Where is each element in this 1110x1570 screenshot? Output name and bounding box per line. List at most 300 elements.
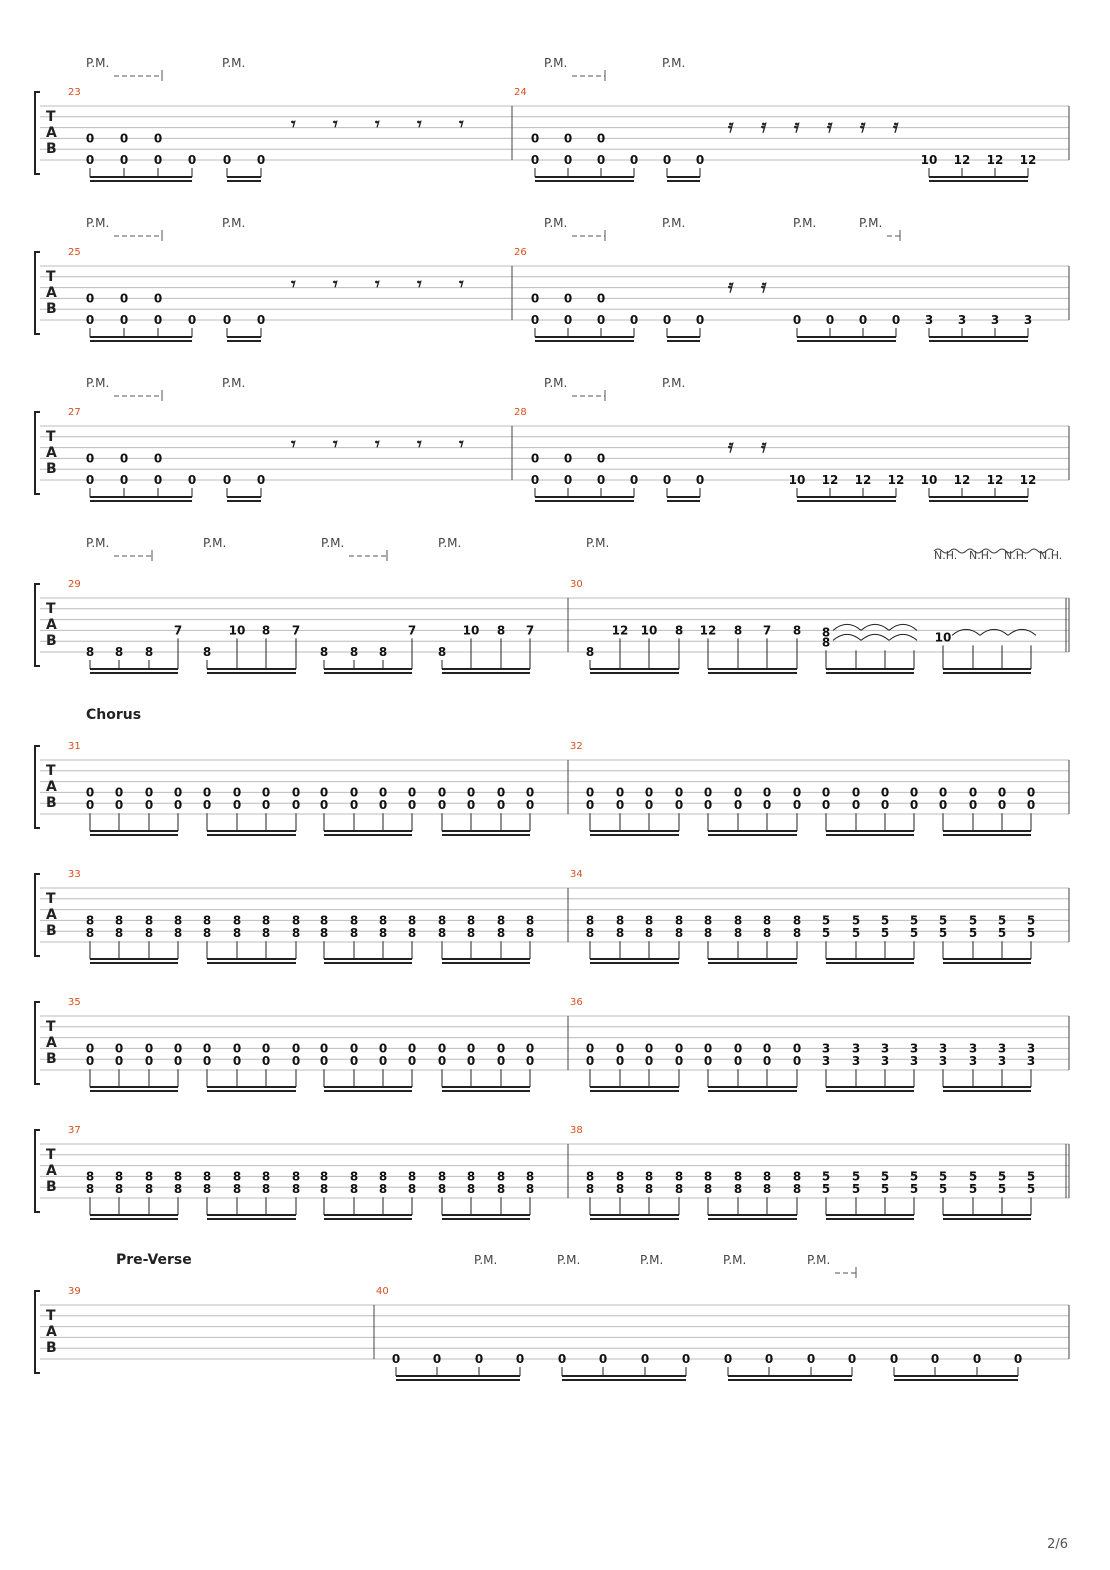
fret-number: 0 xyxy=(319,1041,329,1056)
fret-number: 0 xyxy=(792,785,802,800)
fret-number: 0 xyxy=(153,473,163,487)
fret-number: 0 xyxy=(762,798,772,813)
fret-number: 0 xyxy=(407,798,417,813)
fret-number: 5 xyxy=(997,926,1007,941)
fret-number: 0 xyxy=(466,798,476,813)
fret-number: 8 xyxy=(144,913,154,928)
fret-number: 0 xyxy=(629,473,639,487)
fret-number: 8 xyxy=(319,913,329,928)
fret-number: 12 xyxy=(953,473,971,487)
eighth-rest: 𝄾 xyxy=(375,274,380,295)
fret-number: 0 xyxy=(144,785,154,800)
bar-number: 29 xyxy=(68,579,81,590)
natural-harmonic-label: N.H. xyxy=(1004,549,1028,562)
tab-clef-letter: B xyxy=(46,1179,57,1195)
fret-number: 8 xyxy=(525,1182,535,1197)
fret-number: 0 xyxy=(496,1041,506,1056)
tie-arc xyxy=(861,634,889,640)
fret-number: 8 xyxy=(585,645,595,659)
natural-harmonic-label: N.H. xyxy=(934,549,958,562)
fret-number: 5 xyxy=(1026,926,1036,941)
palm-mute-label: P.M. xyxy=(203,536,227,550)
fret-number: 3 xyxy=(997,1054,1007,1069)
fret-number: 8 xyxy=(466,1169,476,1184)
fret-number: 0 xyxy=(997,798,1007,813)
fret-number: 8 xyxy=(232,913,242,928)
fret-number: 0 xyxy=(847,1352,857,1366)
fret-number: 8 xyxy=(644,926,654,941)
fret-number: 5 xyxy=(997,1182,1007,1197)
tab-clef-letter: B xyxy=(46,141,57,157)
fret-number: 0 xyxy=(378,798,388,813)
tab-clef-letter: T xyxy=(46,109,56,125)
fret-number: 12 xyxy=(1019,153,1037,167)
fret-number: 0 xyxy=(291,1041,301,1056)
fret-number: 8 xyxy=(291,926,301,941)
fret-number: 8 xyxy=(407,913,417,928)
fret-number: 0 xyxy=(629,313,639,327)
fret-number: 8 xyxy=(232,926,242,941)
bar-number: 32 xyxy=(570,741,583,752)
fret-number: 0 xyxy=(563,451,573,466)
fret-number: 0 xyxy=(85,1054,95,1069)
fret-number: 0 xyxy=(674,785,684,800)
fret-number: 8 xyxy=(437,913,447,928)
fret-number: 0 xyxy=(119,153,129,167)
bar-number: 33 xyxy=(68,869,81,880)
fret-number: 0 xyxy=(407,1041,417,1056)
tie-arc xyxy=(833,624,861,630)
fret-number: 8 xyxy=(173,1182,183,1197)
fret-number: 8 xyxy=(644,1182,654,1197)
fret-number: 0 xyxy=(968,798,978,813)
fret-number: 0 xyxy=(144,1054,154,1069)
fret-number: 0 xyxy=(153,153,163,167)
fret-number: 10 xyxy=(640,623,658,638)
fret-number: 0 xyxy=(825,313,835,327)
fret-number: 8 xyxy=(437,645,447,659)
bar-number: 24 xyxy=(514,87,527,98)
eighth-rest: 𝄾 xyxy=(333,114,338,135)
fret-number: 0 xyxy=(261,785,271,800)
eighth-rest: 𝄾 xyxy=(375,434,380,455)
system-bracket xyxy=(35,746,40,828)
section-label: Pre-Verse xyxy=(116,1252,192,1268)
fret-number: 8 xyxy=(378,645,388,659)
fret-number: 0 xyxy=(153,313,163,327)
fret-number: 5 xyxy=(1026,1169,1036,1184)
fret-number: 0 xyxy=(938,785,948,800)
fret-number: 0 xyxy=(640,1352,650,1366)
fret-number: 8 xyxy=(261,1169,271,1184)
palm-mute-label: P.M. xyxy=(544,376,568,390)
fret-number: 8 xyxy=(114,1169,124,1184)
fret-number: 8 xyxy=(466,913,476,928)
fret-number: 12 xyxy=(611,623,629,638)
tab-clef-letter: B xyxy=(46,795,57,811)
fret-number: 0 xyxy=(563,291,573,306)
fret-number: 0 xyxy=(202,1041,212,1056)
fret-number: 3 xyxy=(1026,1054,1036,1069)
fret-number: 0 xyxy=(764,1352,774,1366)
fret-number: 8 xyxy=(821,635,831,650)
fret-number: 10 xyxy=(934,630,952,645)
fret-number: 0 xyxy=(144,1041,154,1056)
fret-number: 5 xyxy=(821,913,831,928)
fret-number: 0 xyxy=(173,785,183,800)
fret-number: 3 xyxy=(957,313,967,327)
fret-number: 0 xyxy=(585,1041,595,1056)
fret-number: 8 xyxy=(585,1169,595,1184)
palm-mute-label: P.M. xyxy=(544,216,568,230)
sixteenth-rest: 𝄿 xyxy=(728,436,734,457)
fret-number: 8 xyxy=(202,913,212,928)
fret-number: 8 xyxy=(792,1169,802,1184)
fret-number: 0 xyxy=(466,1054,476,1069)
fret-number: 0 xyxy=(232,798,242,813)
fret-number: 0 xyxy=(466,785,476,800)
fret-number: 0 xyxy=(261,1041,271,1056)
fret-number: 5 xyxy=(851,913,861,928)
bar-number: 23 xyxy=(68,87,81,98)
sixteenth-rest: 𝄿 xyxy=(827,116,833,137)
fret-number: 8 xyxy=(144,926,154,941)
tab-clef-letter: T xyxy=(46,601,56,617)
fret-number: 0 xyxy=(972,1352,982,1366)
fret-number: 0 xyxy=(114,785,124,800)
fret-number: 8 xyxy=(674,1169,684,1184)
fret-number: 3 xyxy=(1026,1041,1036,1056)
tab-clef-letter: B xyxy=(46,461,57,477)
palm-mute-label: P.M. xyxy=(662,216,686,230)
fret-number: 8 xyxy=(114,926,124,941)
bar-number: 35 xyxy=(68,997,81,1008)
fret-number: 5 xyxy=(909,1182,919,1197)
fret-number: 0 xyxy=(515,1352,525,1366)
fret-number: 8 xyxy=(437,1169,447,1184)
fret-number: 8 xyxy=(496,926,506,941)
fret-number: 3 xyxy=(880,1041,890,1056)
fret-number: 8 xyxy=(496,913,506,928)
fret-number: 8 xyxy=(674,623,684,638)
palm-mute-label: P.M. xyxy=(723,1253,747,1267)
fret-number: 8 xyxy=(466,926,476,941)
fret-number: 8 xyxy=(703,1182,713,1197)
fret-number: 3 xyxy=(851,1041,861,1056)
fret-number: 8 xyxy=(144,1182,154,1197)
palm-mute-label: P.M. xyxy=(222,216,246,230)
fret-number: 0 xyxy=(496,785,506,800)
system-bracket xyxy=(35,1002,40,1084)
fret-number: 3 xyxy=(924,313,934,327)
fret-number: 0 xyxy=(596,451,606,466)
tab-clef-letter: B xyxy=(46,633,57,649)
fret-number: 0 xyxy=(85,451,95,466)
fret-number: 5 xyxy=(909,1169,919,1184)
fret-number: 0 xyxy=(256,153,266,167)
sixteenth-rest: 𝄿 xyxy=(794,116,800,137)
fret-number: 0 xyxy=(674,1054,684,1069)
sixteenth-rest: 𝄿 xyxy=(761,436,767,457)
fret-number: 8 xyxy=(644,1169,654,1184)
fret-number: 8 xyxy=(291,1182,301,1197)
fret-number: 3 xyxy=(880,1054,890,1069)
page-number: 2/6 xyxy=(1047,1537,1068,1552)
fret-number: 3 xyxy=(968,1041,978,1056)
fret-number: 0 xyxy=(114,1041,124,1056)
fret-number: 0 xyxy=(644,798,654,813)
fret-number: 0 xyxy=(85,131,95,146)
fret-number: 8 xyxy=(291,913,301,928)
fret-number: 8 xyxy=(202,1182,212,1197)
system-bracket xyxy=(35,92,40,174)
sixteenth-rest: 𝄿 xyxy=(860,116,866,137)
fret-number: 8 xyxy=(703,913,713,928)
tie-arc xyxy=(861,624,889,630)
fret-number: 8 xyxy=(202,926,212,941)
fret-number: 10 xyxy=(228,623,246,638)
fret-number: 0 xyxy=(232,785,242,800)
palm-mute-label: P.M. xyxy=(86,56,110,70)
fret-number: 0 xyxy=(291,798,301,813)
fret-number: 8 xyxy=(261,1182,271,1197)
fret-number: 8 xyxy=(525,1169,535,1184)
system-bracket xyxy=(35,1291,40,1373)
fret-number: 8 xyxy=(378,1169,388,1184)
fret-number: 0 xyxy=(596,131,606,146)
fret-number: 0 xyxy=(437,798,447,813)
fret-number: 0 xyxy=(525,785,535,800)
fret-number: 0 xyxy=(114,1054,124,1069)
fret-number: 12 xyxy=(1019,473,1037,487)
tab-clef-letter: A xyxy=(46,445,57,461)
fret-number: 0 xyxy=(349,1054,359,1069)
fret-number: 8 xyxy=(173,913,183,928)
fret-number: 8 xyxy=(349,926,359,941)
fret-number: 8 xyxy=(496,623,506,638)
natural-harmonic-label: N.H. xyxy=(1039,549,1063,562)
fret-number: 8 xyxy=(349,1169,359,1184)
fret-number: 0 xyxy=(114,798,124,813)
fret-number: 8 xyxy=(762,913,772,928)
fret-number: 0 xyxy=(703,798,713,813)
fret-number: 0 xyxy=(187,313,197,327)
system-bracket xyxy=(35,412,40,494)
fret-number: 0 xyxy=(173,798,183,813)
fret-number: 0 xyxy=(187,153,197,167)
tab-clef-letter: T xyxy=(46,1019,56,1035)
fret-number: 0 xyxy=(85,313,95,327)
fret-number: 0 xyxy=(291,785,301,800)
fret-number: 8 xyxy=(585,1182,595,1197)
fret-number: 0 xyxy=(432,1352,442,1366)
fret-number: 8 xyxy=(615,1182,625,1197)
tab-clef-letter: T xyxy=(46,429,56,445)
fret-number: 12 xyxy=(854,473,872,487)
fret-number: 5 xyxy=(1026,1182,1036,1197)
bar-number: 31 xyxy=(68,741,81,752)
fret-number: 0 xyxy=(173,1041,183,1056)
fret-number: 5 xyxy=(938,1182,948,1197)
fret-number: 3 xyxy=(938,1054,948,1069)
fret-number: 8 xyxy=(349,913,359,928)
fret-number: 8 xyxy=(114,645,124,659)
fret-number: 0 xyxy=(681,1352,691,1366)
fret-number: 7 xyxy=(762,623,772,638)
eighth-rest: 𝄾 xyxy=(417,274,422,295)
fret-number: 0 xyxy=(525,798,535,813)
fret-number: 0 xyxy=(644,1054,654,1069)
fret-number: 0 xyxy=(1013,1352,1023,1366)
fret-number: 0 xyxy=(530,131,540,146)
fret-number: 8 xyxy=(466,1182,476,1197)
palm-mute-label: P.M. xyxy=(438,536,462,550)
tab-clef-letter: A xyxy=(46,285,57,301)
fret-number: 0 xyxy=(530,291,540,306)
fret-number: 0 xyxy=(437,1041,447,1056)
tab-clef-letter: T xyxy=(46,269,56,285)
fret-number: 8 xyxy=(85,645,95,659)
fret-number: 0 xyxy=(930,1352,940,1366)
fret-number: 5 xyxy=(938,1169,948,1184)
tab-clef-letter: T xyxy=(46,1308,56,1324)
tab-clef-letter: B xyxy=(46,923,57,939)
fret-number: 10 xyxy=(920,473,938,487)
fret-number: 0 xyxy=(585,785,595,800)
fret-number: 0 xyxy=(615,798,625,813)
fret-number: 12 xyxy=(953,153,971,167)
system-bracket xyxy=(35,252,40,334)
fret-number: 0 xyxy=(563,153,573,167)
fret-number: 8 xyxy=(733,623,743,638)
fret-number: 0 xyxy=(119,451,129,466)
fret-number: 0 xyxy=(596,473,606,487)
fret-number: 8 xyxy=(114,913,124,928)
bar-number: 38 xyxy=(570,1125,583,1136)
fret-number: 7 xyxy=(173,623,183,638)
fret-number: 8 xyxy=(232,1182,242,1197)
tab-clef-letter: B xyxy=(46,1340,57,1356)
bar-number: 34 xyxy=(570,869,583,880)
fret-number: 0 xyxy=(232,1054,242,1069)
fret-number: 5 xyxy=(851,1182,861,1197)
fret-number: 0 xyxy=(530,153,540,167)
fret-number: 0 xyxy=(466,1041,476,1056)
fret-number: 0 xyxy=(85,291,95,306)
fret-number: 3 xyxy=(909,1041,919,1056)
fret-number: 12 xyxy=(986,153,1004,167)
fret-number: 7 xyxy=(525,623,535,638)
palm-mute-label: P.M. xyxy=(662,56,686,70)
fret-number: 0 xyxy=(119,291,129,306)
fret-number: 8 xyxy=(615,913,625,928)
fret-number: 5 xyxy=(997,1169,1007,1184)
tab-clef-letter: T xyxy=(46,891,56,907)
eighth-rest: 𝄾 xyxy=(375,114,380,135)
fret-number: 0 xyxy=(525,1041,535,1056)
fret-number: 0 xyxy=(530,451,540,466)
fret-number: 8 xyxy=(615,1169,625,1184)
fret-number: 0 xyxy=(173,1054,183,1069)
fret-number: 0 xyxy=(598,1352,608,1366)
fret-number: 3 xyxy=(851,1054,861,1069)
fret-number: 12 xyxy=(986,473,1004,487)
fret-number: 8 xyxy=(319,926,329,941)
fret-number: 0 xyxy=(858,313,868,327)
fret-number: 0 xyxy=(644,1041,654,1056)
fret-number: 0 xyxy=(644,785,654,800)
fret-number: 10 xyxy=(462,623,480,638)
fret-number: 8 xyxy=(114,1182,124,1197)
tie-arc xyxy=(833,634,861,640)
palm-mute-label: P.M. xyxy=(321,536,345,550)
tab-clef-letter: A xyxy=(46,1163,57,1179)
fret-number: 5 xyxy=(880,913,890,928)
fret-number: 0 xyxy=(662,153,672,167)
fret-number: 0 xyxy=(703,1054,713,1069)
fret-number: 5 xyxy=(821,1169,831,1184)
fret-number: 8 xyxy=(378,913,388,928)
fret-number: 0 xyxy=(1026,785,1036,800)
fret-number: 0 xyxy=(792,1041,802,1056)
bar-number: 36 xyxy=(570,997,583,1008)
fret-number: 0 xyxy=(733,1041,743,1056)
fret-number: 0 xyxy=(695,473,705,487)
fret-number: 5 xyxy=(880,1182,890,1197)
fret-number: 5 xyxy=(821,1182,831,1197)
palm-mute-label: P.M. xyxy=(222,376,246,390)
fret-number: 10 xyxy=(920,153,938,167)
fret-number: 0 xyxy=(762,1041,772,1056)
fret-number: 0 xyxy=(615,785,625,800)
fret-number: 0 xyxy=(319,1054,329,1069)
tab-clef-letter: A xyxy=(46,125,57,141)
system-bracket xyxy=(35,584,40,666)
eighth-rest: 𝄾 xyxy=(333,274,338,295)
sixteenth-rest: 𝄿 xyxy=(893,116,899,137)
fret-number: 8 xyxy=(173,1169,183,1184)
fret-number: 0 xyxy=(144,798,154,813)
fret-number: 0 xyxy=(674,1041,684,1056)
fret-number: 8 xyxy=(407,1182,417,1197)
eighth-rest: 𝄾 xyxy=(417,114,422,135)
fret-number: 8 xyxy=(762,926,772,941)
fret-number: 8 xyxy=(232,1169,242,1184)
fret-number: 8 xyxy=(85,913,95,928)
fret-number: 5 xyxy=(938,913,948,928)
fret-number: 0 xyxy=(909,785,919,800)
fret-number: 0 xyxy=(85,785,95,800)
fret-number: 0 xyxy=(496,798,506,813)
fret-number: 8 xyxy=(615,926,625,941)
fret-number: 0 xyxy=(391,1352,401,1366)
fret-number: 8 xyxy=(733,1182,743,1197)
fret-number: 0 xyxy=(407,1054,417,1069)
fret-number: 0 xyxy=(615,1054,625,1069)
fret-number: 5 xyxy=(821,926,831,941)
fret-number: 0 xyxy=(851,798,861,813)
fret-number: 5 xyxy=(997,913,1007,928)
fret-number: 0 xyxy=(891,313,901,327)
fret-number: 0 xyxy=(762,785,772,800)
fret-number: 0 xyxy=(232,1041,242,1056)
tie-arc xyxy=(889,634,917,640)
fret-number: 8 xyxy=(173,926,183,941)
fret-number: 8 xyxy=(437,926,447,941)
bar-number: 28 xyxy=(514,407,527,418)
palm-mute-label: P.M. xyxy=(807,1253,831,1267)
bar-number: 26 xyxy=(514,247,527,258)
